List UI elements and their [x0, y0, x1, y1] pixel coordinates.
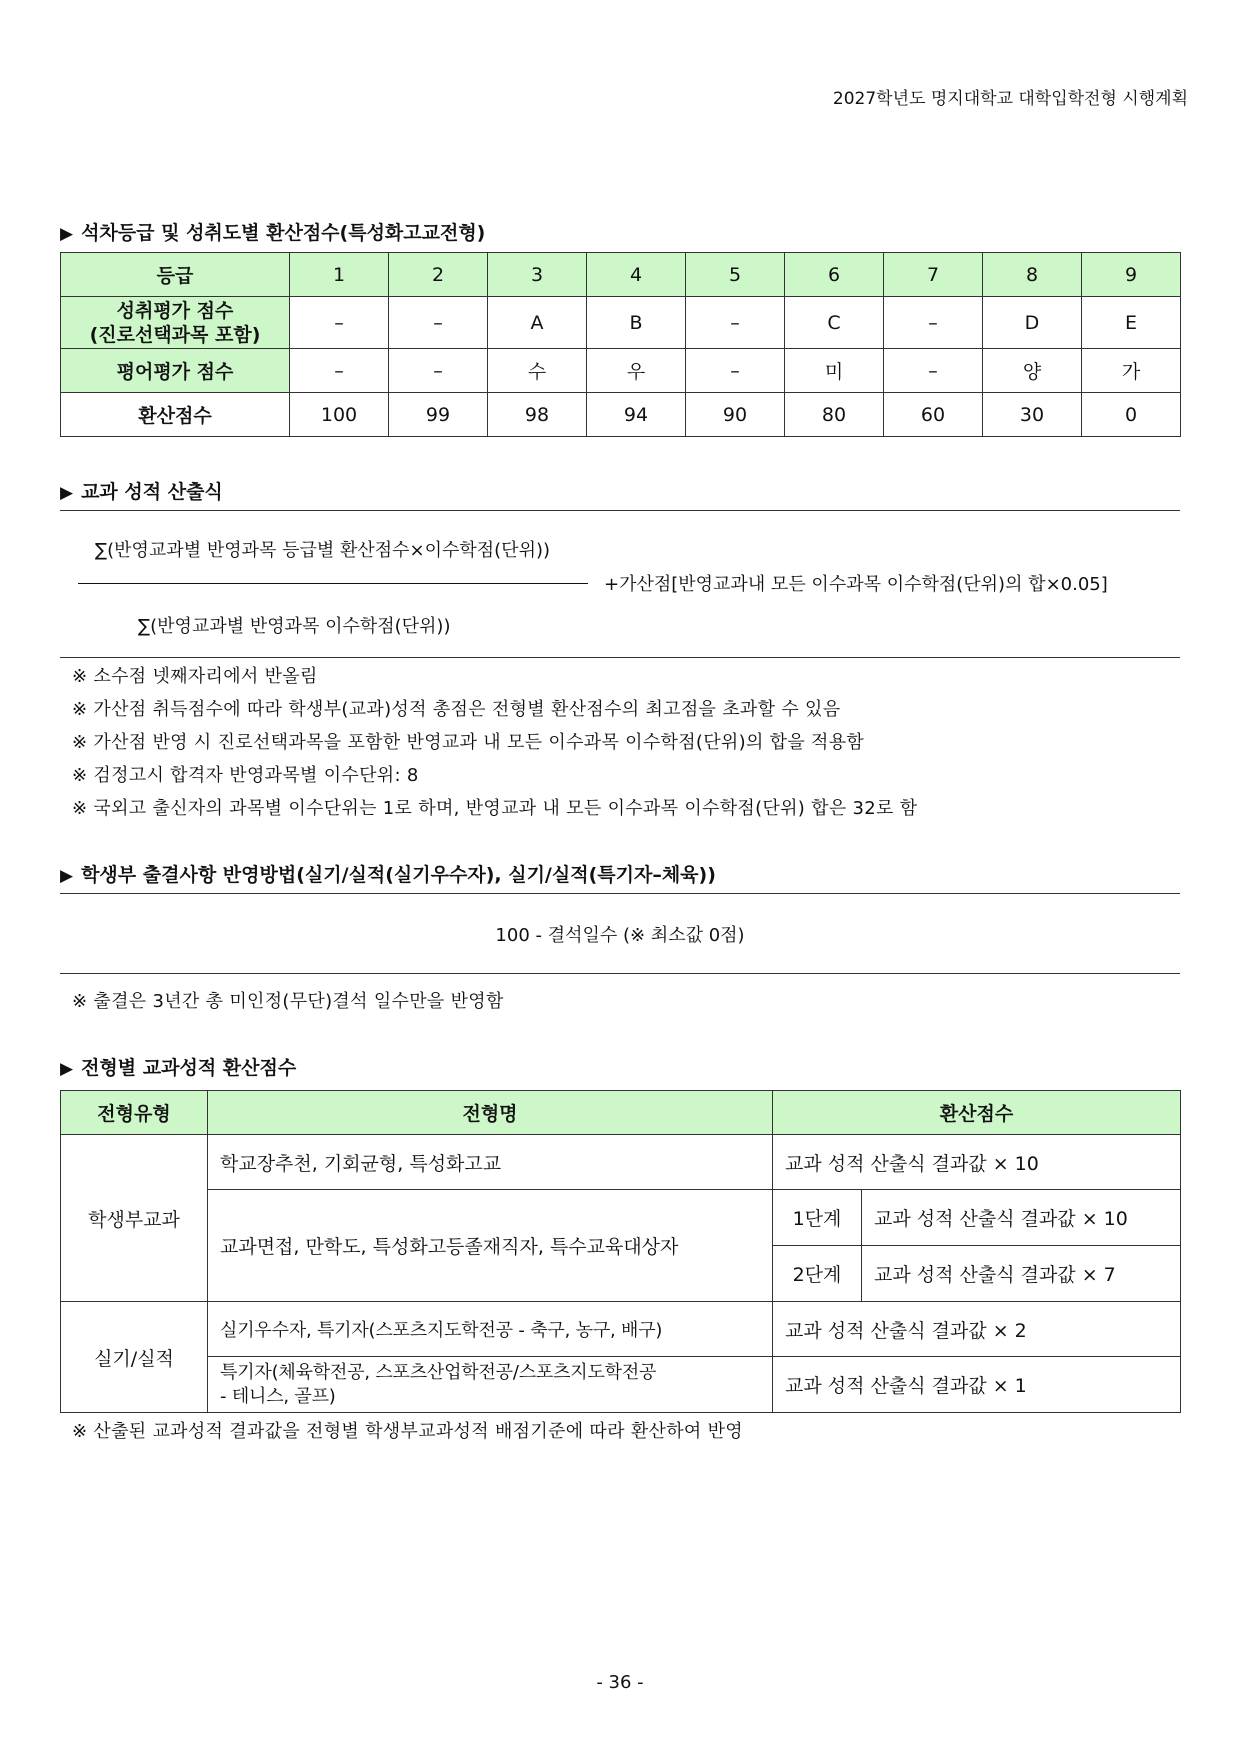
score-cell: 30: [983, 393, 1082, 437]
calc-note: ※ 가산점 취득점수에 따라 학생부(교과)성적 총점은 전형별 환산점수의 최고점을 초과할 수 있음: [72, 699, 841, 720]
achieve-cell: A: [488, 297, 587, 349]
pyeong-cell: 수: [488, 349, 587, 393]
pyeong-cell: 우: [587, 349, 686, 393]
score-cell: 90: [686, 393, 785, 437]
score-cell: 교과 성적 산출식 결과값 × 2: [773, 1302, 1181, 1357]
achieve-cell: D: [983, 297, 1082, 349]
page-number: - 36 -: [596, 1672, 644, 1693]
score-table-note: ※ 산출된 교과성적 결과값을 전형별 학생부교과성적 배점기준에 따라 환산하여 반영: [72, 1421, 743, 1442]
table-row: [61, 1190, 1181, 1246]
divider: [60, 657, 1180, 658]
grade-cell: 2: [389, 253, 488, 297]
score-cell: 98: [488, 393, 587, 437]
score-cell: 0: [1082, 393, 1181, 437]
score-cell: 교과 성적 산출식 결과값 × 10: [862, 1190, 1181, 1246]
type-cell: 학생부교과: [61, 1135, 208, 1302]
score-cell: 교과 성적 산출식 결과값 × 7: [862, 1246, 1181, 1302]
grade-cell: 3: [488, 253, 587, 297]
section4-title: ▶ 전형별 교과성적 환산점수: [60, 1057, 297, 1079]
triangle-bullet-icon: ▶: [60, 866, 74, 886]
admission-score-table: [60, 1090, 1181, 1413]
attendance-formula: 100 - 결석일수 (※ 최소값 0점): [495, 925, 745, 946]
triangle-bullet-icon: ▶: [60, 483, 74, 503]
formula-denominator: ∑(반영교과별 반영과목 이수학점(단위)): [138, 616, 451, 637]
grade-cell: 8: [983, 253, 1082, 297]
score-cell: 100: [290, 393, 389, 437]
score-cell: 교과 성적 산출식 결과값 × 1: [773, 1357, 1181, 1413]
pyeong-cell: –: [884, 349, 983, 393]
achieve-cell: –: [686, 297, 785, 349]
score-cell: 60: [884, 393, 983, 437]
pyeong-cell: –: [290, 349, 389, 393]
achieve-cell: B: [587, 297, 686, 349]
pyeong-row: [61, 349, 1181, 393]
achieve-cell: C: [785, 297, 884, 349]
calc-note: ※ 가산점 반영 시 진로선택과목을 포함한 반영교과 내 모든 이수과목 이수학점(단위)의 합을 적용함: [72, 732, 865, 753]
pyeong-label: 평어평가 점수: [61, 349, 290, 393]
achieve-cell: E: [1082, 297, 1181, 349]
grade-cell: 9: [1082, 253, 1181, 297]
grade-cell: 1: [290, 253, 389, 297]
table-row: [61, 1302, 1181, 1357]
grade-cell: 5: [686, 253, 785, 297]
col-type-header: 전형유형: [61, 1091, 208, 1135]
divider: [60, 893, 1180, 894]
achieve-cell: –: [290, 297, 389, 349]
stage-cell: 1단계: [773, 1190, 862, 1246]
stage-cell: 2단계: [773, 1246, 862, 1302]
achieve-label: 성취평가 점수 (진로선택과목 포함): [61, 297, 290, 349]
score-cell: 80: [785, 393, 884, 437]
pyeong-cell: –: [686, 349, 785, 393]
type-cell: 실기/실적: [61, 1302, 208, 1413]
score-cell: 교과 성적 산출식 결과값 × 10: [773, 1135, 1181, 1190]
attendance-note: ※ 출결은 3년간 총 미인정(무단)결석 일수만을 반영함: [72, 991, 504, 1012]
col-score-header: 환산점수: [773, 1091, 1181, 1135]
triangle-bullet-icon: ▶: [60, 1059, 74, 1079]
formula-addition: +가산점[반영교과내 모든 이수과목 이수학점(단위)의 합×0.05]: [604, 574, 1108, 595]
calc-note: ※ 소수점 넷째자리에서 반올림: [72, 666, 318, 687]
pyeong-cell: 양: [983, 349, 1082, 393]
table-row: [61, 1135, 1181, 1190]
grade-cell: 4: [587, 253, 686, 297]
grade-row: [61, 253, 1181, 297]
page-header: 2027학년도 명지대학교 대학입학전형 시행계획: [832, 89, 1188, 109]
score-cell: 99: [389, 393, 488, 437]
formula-numerator: ∑(반영교과별 반영과목 등급별 환산점수×이수학점(단위)): [95, 540, 550, 561]
grade-cell: 7: [884, 253, 983, 297]
score-label: 환산점수: [61, 393, 290, 437]
calc-note: ※ 검정고시 합격자 반영과목별 이수단위: 8: [72, 765, 419, 786]
pyeong-cell: –: [389, 349, 488, 393]
score-row: [61, 393, 1181, 437]
achieve-row: [61, 297, 1181, 349]
name-cell: 실기우수자, 특기자(스포츠지도학전공 - 축구, 농구, 배구): [208, 1302, 773, 1357]
col-name-header: 전형명: [208, 1091, 773, 1135]
calc-note: ※ 국외고 출신자의 과목별 이수단위는 1로 하며, 반영교과 내 모든 이수과목 이수학점(단위) 합은 32로 함: [72, 798, 918, 819]
grade-conversion-table: [60, 252, 1181, 437]
name-cell: 특기자(체육학전공, 스포츠산업학전공/스포츠지도학전공 - 테니스, 골프): [208, 1357, 773, 1413]
pyeong-cell: 미: [785, 349, 884, 393]
section3-title: ▶ 학생부 출결사항 반영방법(실기/실적(실기우수자), 실기/실적(특기자–체육)): [60, 864, 716, 886]
divider: [60, 973, 1180, 974]
table-row: [61, 1357, 1181, 1413]
fraction-bar: [78, 583, 588, 584]
grade-cell: 6: [785, 253, 884, 297]
section1-title: ▶ 석차등급 및 성취도별 환산점수(특성화고교전형): [60, 222, 486, 244]
name-cell: 학교장추천, 기회균형, 특성화고교: [208, 1135, 773, 1190]
section2-title: ▶ 교과 성적 산출식: [60, 481, 223, 503]
achieve-cell: –: [389, 297, 488, 349]
triangle-bullet-icon: ▶: [60, 224, 74, 244]
header-row: [61, 1091, 1181, 1135]
grade-label: 등급: [61, 253, 290, 297]
name-cell: 교과면접, 만학도, 특성화고등졸재직자, 특수교육대상자: [208, 1190, 773, 1302]
divider: [60, 510, 1180, 511]
achieve-cell: –: [884, 297, 983, 349]
pyeong-cell: 가: [1082, 349, 1181, 393]
score-cell: 94: [587, 393, 686, 437]
